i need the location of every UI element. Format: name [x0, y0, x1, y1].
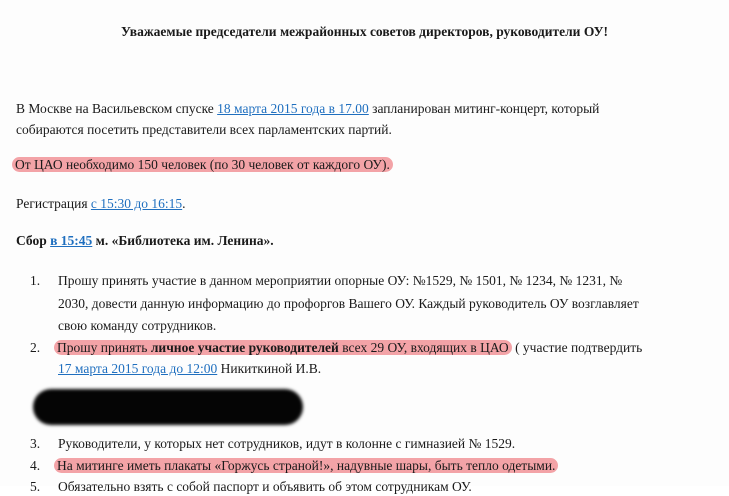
item-5-number: 5.: [30, 479, 41, 494]
item-2-contact: Никиткиной И.В.: [217, 361, 322, 376]
cao-requirement: [12, 156, 393, 174]
item-1-line-2: 2030, довести данную информацию до профоргов Вашего ОУ. Каждый руководитель ОУ возглавляет: [58, 296, 639, 311]
item-5-text: Обязательно взять с собой паспорт и объявить об этом сотрудникам ОУ.: [58, 479, 472, 494]
item-2-highlight: [54, 340, 512, 355]
item-1-line-3: свою команду сотрудников.: [58, 318, 217, 333]
registration-end: .: [182, 196, 186, 211]
intro-text-start: В Москве на Васильевском спуске: [16, 101, 218, 116]
cao-requirement-highlight: От ЦАО необходимо 150 человек (по 30 человек от каждого ОУ).: [12, 157, 393, 172]
item-1-number: 1.: [30, 273, 41, 288]
gathering-time-link[interactable]: в 15:45: [50, 233, 93, 248]
confirm-deadline-link[interactable]: 17 марта 2015 года до 12:00: [58, 361, 218, 376]
item-4-line: [54, 457, 558, 475]
item-2-rest: ( участие подтвердить: [511, 340, 643, 355]
item-2-hl-end: всех 29 ОУ, входящих в ЦАО: [338, 340, 509, 355]
registration-time-link[interactable]: с 15:30 до 16:15: [90, 196, 183, 211]
item-3-text: Руководители, у которых нет сотрудников, идут в колонне с гимназией № 1529.: [58, 436, 516, 451]
event-date-link[interactable]: 18 марта 2015 года в 17.00: [217, 101, 369, 116]
intro-line-1: [16, 100, 599, 118]
item-2-hl-start: Прошу принять: [57, 340, 151, 355]
intro-line-2: собираются посетить представители всех парламентских партий.: [16, 122, 392, 137]
gathering-place: м. «Библиотека им. Ленина».: [92, 233, 274, 248]
item-2-number: 2.: [30, 340, 41, 355]
gathering-line: [16, 232, 274, 250]
item-2-line-1: [54, 339, 642, 357]
gathering-prefix: Сбор: [16, 233, 51, 248]
item-1-line-1: Прошу принять участие в данном мероприятии опорные ОУ: №1529, № 1501, № 1234, № 1231, №: [58, 273, 623, 288]
item-2-hl-bold: личное участие руководителей: [150, 340, 339, 355]
intro-text-end: запланирован митинг-концерт, который: [368, 101, 600, 116]
item-3-number: 3.: [30, 436, 41, 451]
registration-line: [16, 195, 186, 213]
item-2-line-2: [58, 360, 321, 378]
item-4-highlight: На митинге иметь плакаты «Горжусь страной!», надувные шары, быть тепло одетыми.: [54, 458, 558, 473]
redacted-text-block: [33, 389, 303, 425]
registration-label: Регистрация: [16, 196, 91, 211]
item-4-number: 4.: [30, 458, 41, 473]
document-title: Уважаемые председатели межрайонных советов директоров, руководители ОУ!: [121, 24, 608, 39]
